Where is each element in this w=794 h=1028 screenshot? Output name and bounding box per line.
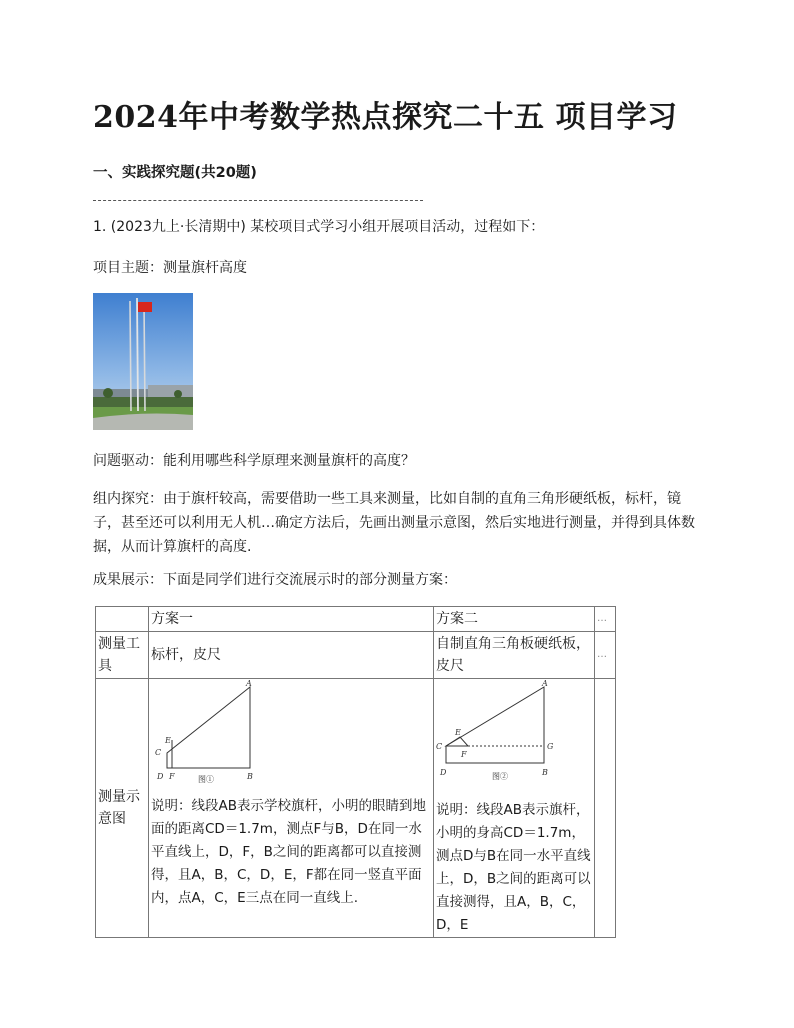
fig1-label-d: D <box>157 772 164 781</box>
table-row-tools <box>96 632 616 679</box>
problem-drive: 问题驱动：能利用哪些科学原理来测量旗杆的高度？ <box>93 453 415 469</box>
table-corner-cell <box>96 607 149 632</box>
fig1-caption: 图① <box>198 775 214 784</box>
figure-1-diagram <box>151 679 431 795</box>
fig1-triangle-outline <box>167 687 250 768</box>
plan1-description: 说明：线段AB表示学校旗杆，小明的眼睛到地面的距离CD＝1.7m，测点F与B，D在同一水平直线上，D，F，B之间的距离都可以直接测得，且A，B，C，D，E，F都在同一竖直平面内，点A，C，E三点在同一直线上. <box>151 798 426 906</box>
group-exploration: 组内探究：由于旗杆较高，需要借助一些工具来测量，比如自制的直角三角形硬纸板，标杆，镜子，甚至还可以利用无人机…确定方法后，先画出测量示意图，然后实地进行测量，并得到具体数据，从而计算旗杆的高度. <box>93 491 695 555</box>
question-intro: 1. (2023九上·长清期中) 某校项目式学习小组开展项目活动，过程如下： <box>93 219 545 235</box>
results-display: 成果展示：下面是同学们进行交流展示时的部分测量方案： <box>93 572 457 588</box>
plan2-header: 方案二 <box>434 607 595 632</box>
section-heading: 一、实践探究题(共20题) <box>93 165 257 181</box>
table-row-diagram <box>96 679 616 938</box>
project-theme: 项目主题：测量旗杆高度 <box>93 260 247 276</box>
fig2-label-d: D <box>440 768 447 777</box>
fig2-label-f: F <box>461 750 467 759</box>
measurement-plan-table <box>95 606 616 938</box>
flagpole-photo-image <box>93 293 193 430</box>
fig2-label-c: C <box>436 742 443 751</box>
plan2-tools: 自制直角三角板硬纸板，皮尺 <box>434 632 595 679</box>
table-header-row <box>96 607 616 632</box>
tools-label: 测量工具 <box>96 632 149 679</box>
plan2-description: 说明：线段AB表示旗杆，小明的身高CD＝1.7m，测点D与B在同一水平直线上，D，B之间的距离可以直接测得，且A，B，C，D，E <box>436 802 591 933</box>
fig2-caption: 图② <box>492 772 508 781</box>
plan1-diagram-cell <box>149 679 434 938</box>
fig2-label-b: B <box>542 768 548 777</box>
fig1-label-a: A <box>246 679 252 688</box>
fig1-label-f: F <box>169 772 175 781</box>
fig2-cardboard-triangle <box>446 737 468 746</box>
fig2-label-e: E <box>455 728 461 737</box>
plan-more-diagram-cell <box>595 679 616 938</box>
page-title: 2024年中考数学热点探究二十五 项目学习 <box>93 100 678 135</box>
plan2-diagram-cell <box>434 679 595 938</box>
dashed-divider <box>93 200 423 201</box>
flagpole-photo <box>93 293 193 430</box>
figure-2-diagram <box>436 679 592 799</box>
plan-more-header: … <box>595 607 616 632</box>
fig2-label-g: G <box>547 742 554 751</box>
plan1-header: 方案一 <box>149 607 434 632</box>
plan1-tools: 标杆，皮尺 <box>149 632 434 679</box>
fig1-label-c: C <box>155 748 162 757</box>
fig1-label-e: E <box>165 736 171 745</box>
diagram-label: 测量示意图 <box>96 679 149 938</box>
fig2-label-a: A <box>542 679 548 688</box>
fig1-label-b: B <box>247 772 253 781</box>
plan-more-tools: … <box>595 632 616 679</box>
